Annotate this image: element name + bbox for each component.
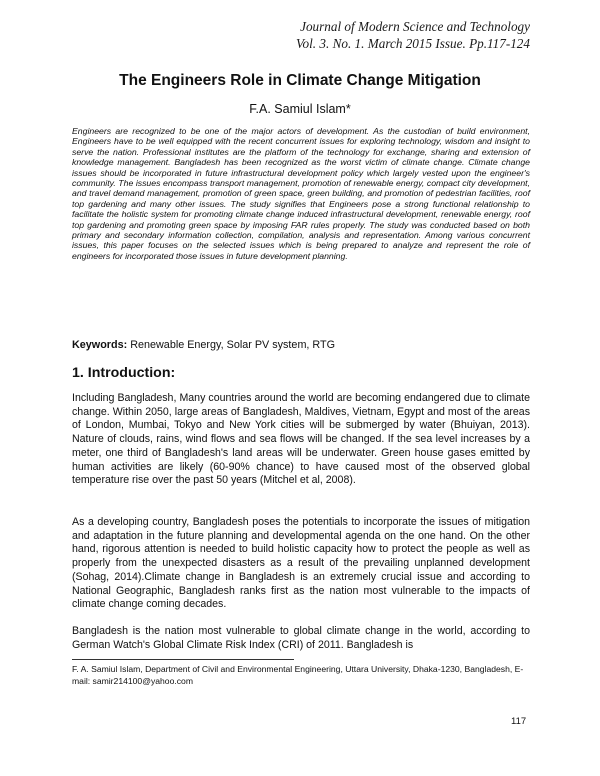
keywords-label: Keywords: [72, 339, 128, 351]
abstract: Engineers are recognized to be one of the major actors of development. As the custodian of build environment, Engineers have to be well equipped with the recent concurrent issues for exploring technology, wisdom and insight to serve the nation. Professional institutes are the platform of the technology for exchange, sharing and extension of knowledge management. Bangladesh has been recognized as the worst victim of climate change. Climate change issues should be incorporated in future infrastructural development policy which largely vested upon the engineer's community. The issues encompass transport management, promotion of renewable energy, compact city development, and travel demand management, promotion of green space, green building, and promotion of pedestrian facilities, roof top gardening and many other issues. The study signifies that Engineers pose a strong functional relationship to facilitate the holistic system for promoting climate change induced infrastructural development, renewable energy, roof top gardening and promoting green space by imposing FAR rules properly. The study was conducted based on both primary and secondary information collection, compilation, analysis and representation. Among various concurrent issues, this paper focuses on the selected issues which is being prepared to analyze and represent the role of engineers for incorporated those issues in future development planning. [72, 126, 530, 261]
footnote-divider [72, 659, 294, 660]
body-paragraph-2: As a developing country, Bangladesh poses the potentials to incorporate the issues of mitigation and adaptation in the future planning and developmental agenda on the one hand. On the other hand, rigorous attention is needed to build holistic capacity how to protect the people as well as properly from the unexpected disasters as a result of the prevailing unplanned development (Sohag, 2014).Climate change in Bangladesh is an extremely crucial issue and according to National Geographic, Bangladesh ranks first as the nation most vulnerable to the impacts of climate change coming decades. [72, 516, 530, 611]
paper-title: The Engineers Role in Climate Change Mitigation [119, 72, 481, 89]
journal-header [296, 18, 530, 52]
body-paragraph-1: Including Bangladesh, Many countries around the world are becoming endangered due to climate change. Within 2050, large areas of Bangladesh, Maldives, Vietnam, Egypt and most of the areas of London, Mumbai, Tokyo and New York cities will be submerged by water (Bhuiyan, 2013). Nature of clouds, rains, wind flows and sea flows will be changed. If the sea level increases by a meter, one third of Bangladesh's land areas will be underwater. Green house gases emitted by human activities are likely (60-90% chance) to have caused most of the observed global temperature rise over the past 50 years (Mitchel et al, 2008). [72, 392, 530, 487]
keywords [72, 339, 530, 351]
section-heading: 1. Introduction: [72, 365, 176, 381]
keywords-text: Renewable Energy, Solar PV system, RTG [130, 339, 336, 351]
footnote: F. A. Samiul Islam, Department of Civil and Environmental Engineering, Uttara University, Dhaka-1230, Bangladesh, E-mail: samir214100@yahoo.com [72, 664, 524, 686]
journal-name: Journal of Modern Science and Technology [300, 19, 530, 34]
page-number: 117 [511, 716, 527, 727]
paper-author: F.A. Samiul Islam* [249, 102, 351, 116]
body-paragraph-3: Bangladesh is the nation most vulnerable to global climate change in the world, according to German Watch's Global Climate Risk Index (CRI) of 2011. Bangladesh is [72, 625, 530, 651]
journal-issue: Vol. 3. No. 1. March 2015 Issue. Pp.117-124 [295, 36, 530, 51]
